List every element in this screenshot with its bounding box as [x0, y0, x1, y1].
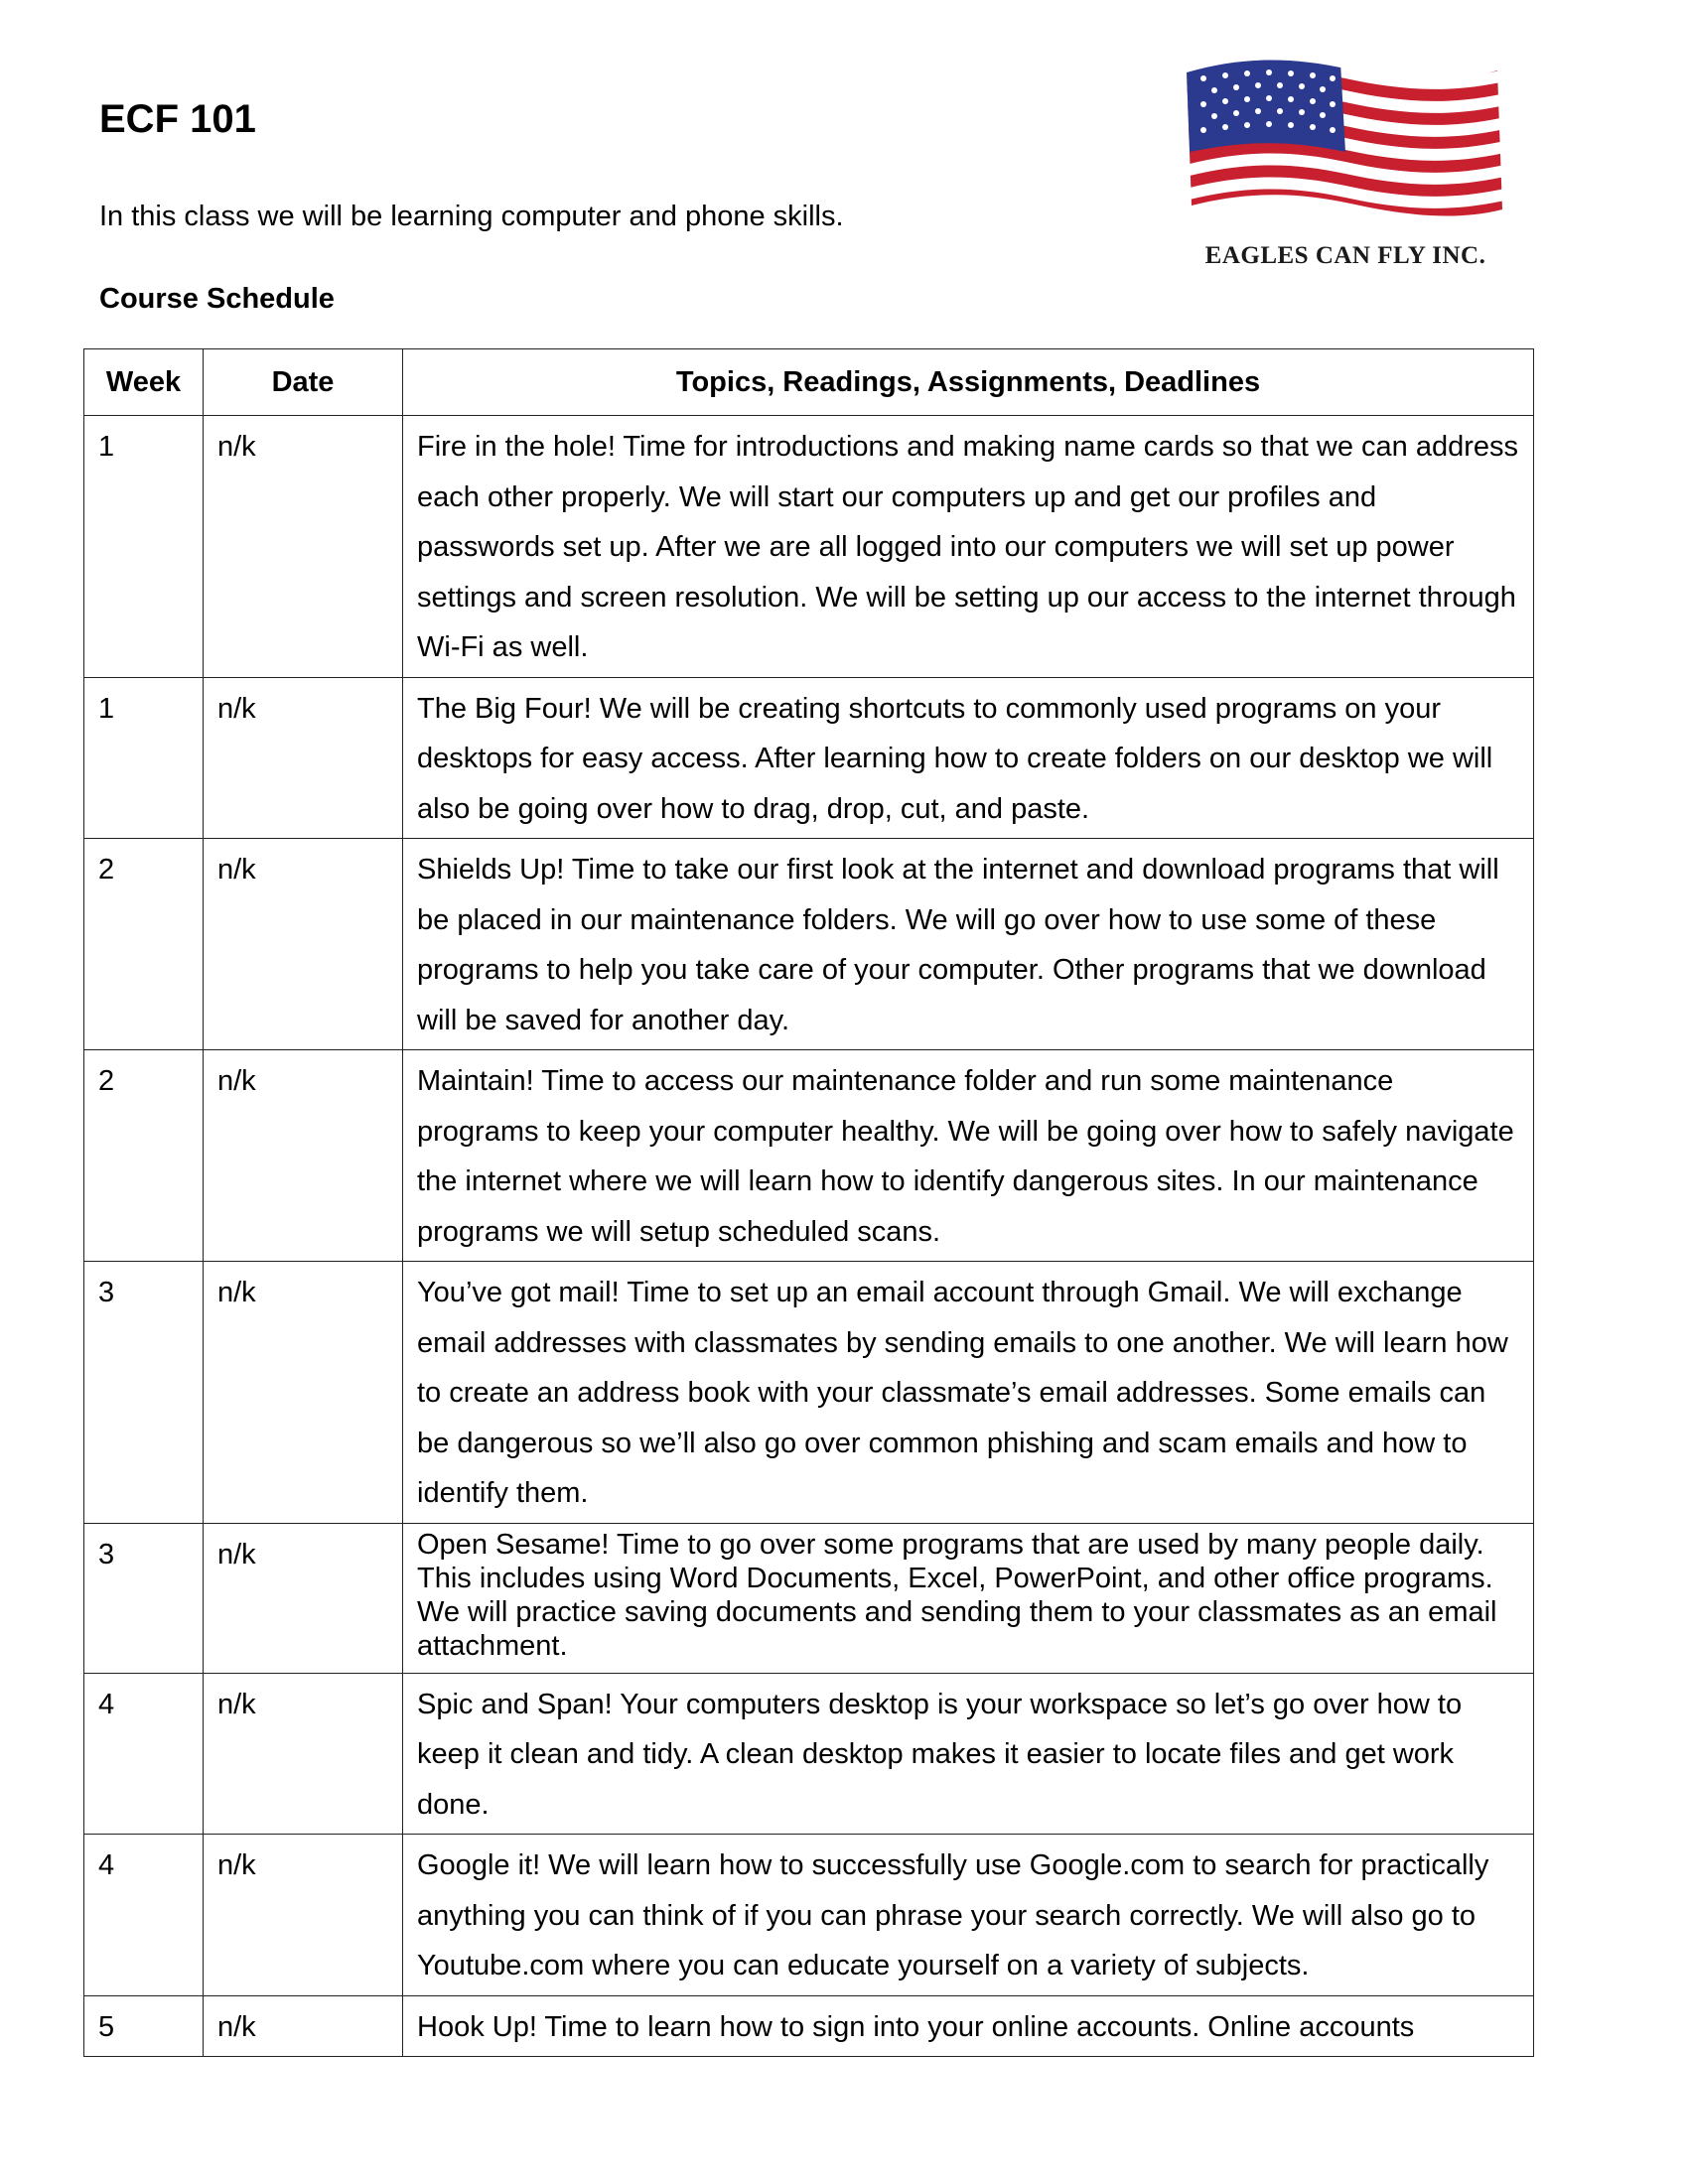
cell-week: 1	[84, 677, 204, 839]
cell-topic: Spic and Span! Your computers desktop is your workspace so let’s go over how to keep it clean and tidy. A clean desktop makes it easier to locate files and get work done.	[403, 1673, 1534, 1835]
table-header-row	[84, 349, 1534, 416]
page-title: ECF 101	[99, 97, 256, 141]
header-date: Date	[204, 349, 403, 416]
cell-date: n/k	[204, 1673, 403, 1835]
cell-week: 1	[84, 416, 204, 678]
cell-week: 5	[84, 1995, 204, 2057]
table-row	[84, 1050, 1534, 1262]
header-topics: Topics, Readings, Assignments, Deadlines	[403, 349, 1534, 416]
cell-date: n/k	[204, 1995, 403, 2057]
cell-topic: Fire in the hole! Time for introductions and making name cards so that we can address each other properly. We will start our computers up and get our profiles and passwords set up. After we are all logged into our computers we will set up power settings and screen resolution. We will be setting up our access to the internet through Wi-Fi as well.	[403, 416, 1534, 678]
intro-text: In this class we will be learning computer and phone skills.	[99, 201, 844, 232]
table-row	[84, 1523, 1534, 1673]
table-row	[84, 1835, 1534, 1996]
table-row	[84, 1262, 1534, 1524]
section-heading: Course Schedule	[99, 283, 335, 315]
cell-date: n/k	[204, 1835, 403, 1996]
cell-topic: Google it! We will learn how to successfully use Google.com to search for practically anything you can think of if you can phrase your search correctly. We will also go to Youtube.com where you can educate yourself on a variety of subjects.	[403, 1835, 1534, 1996]
cell-date: n/k	[204, 1262, 403, 1524]
cell-date: n/k	[204, 839, 403, 1050]
header-week: Week	[84, 349, 204, 416]
table-row	[84, 839, 1534, 1050]
cell-topic: Open Sesame! Time to go over some programs that are used by many people daily. This includes using Word Documents, Excel, PowerPoint, and other office programs. We will practice saving documents and sending them to your classmates as an email attachment.	[403, 1523, 1534, 1673]
cell-date: n/k	[204, 1050, 403, 1262]
table-row	[84, 416, 1534, 678]
cell-week: 2	[84, 1050, 204, 1262]
company-logo	[1182, 55, 1509, 278]
cell-week: 4	[84, 1673, 204, 1835]
cell-week: 2	[84, 839, 204, 1050]
cell-date: n/k	[204, 416, 403, 678]
cell-topic: Hook Up! Time to learn how to sign into your online accounts. Online accounts	[403, 1995, 1534, 2057]
cell-week: 4	[84, 1835, 204, 1996]
table-row	[84, 1673, 1534, 1835]
cell-topic: The Big Four! We will be creating shortcuts to commonly used programs on your desktops for easy access. After learning how to create folders on our desktop we will also be going over how to drag, drop, cut, and paste.	[403, 677, 1534, 839]
cell-topic: Shields Up! Time to take our first look at the internet and download programs that will be placed in our maintenance folders. We will go over how to use some of these programs to help you take care of your computer. Other programs that we download will be saved for another day.	[403, 839, 1534, 1050]
cell-date: n/k	[204, 1523, 403, 1673]
table-row	[84, 1995, 1534, 2057]
cell-week: 3	[84, 1262, 204, 1524]
company-name: EAGLES CAN FLY INC.	[1204, 242, 1486, 269]
cell-date: n/k	[204, 677, 403, 839]
cell-week: 3	[84, 1523, 204, 1673]
course-schedule-table	[83, 348, 1534, 2057]
american-flag-icon	[1182, 55, 1509, 238]
cell-topic: You’ve got mail! Time to set up an email account through Gmail. We will exchange email addresses with classmates by sending emails to one another. We will learn how to create an address book with your classmate’s email addresses. Some emails can be dangerous so we’ll also go over common phishing and scam emails and how to identify them.	[403, 1262, 1534, 1524]
cell-topic: Maintain! Time to access our maintenance folder and run some maintenance programs to keep your computer healthy. We will be going over how to safely navigate the internet where we will learn how to identify dangerous sites. In our maintenance programs we will setup scheduled scans.	[403, 1050, 1534, 1262]
table-row	[84, 677, 1534, 839]
